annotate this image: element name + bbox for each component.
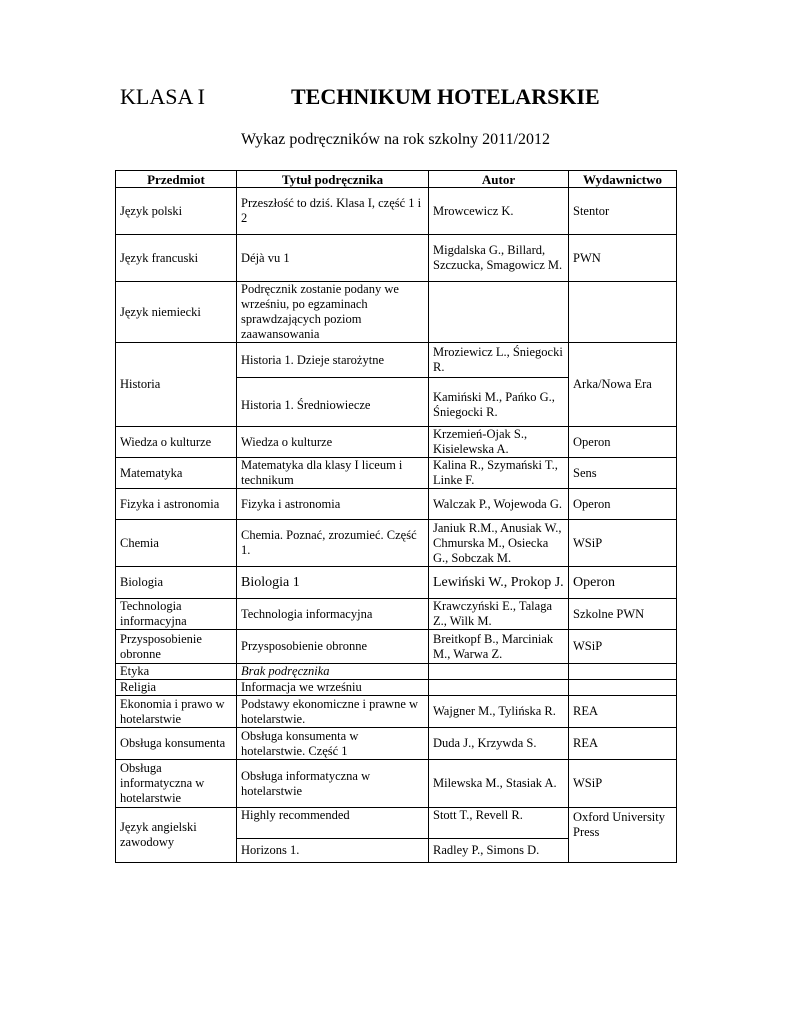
author-cell: Walczak P., Wojewoda G. (429, 489, 569, 520)
title-cell: Podstawy ekonomiczne i prawne w hotelarstwie. (237, 696, 429, 728)
table-row (116, 343, 677, 378)
author-cell (429, 282, 569, 343)
subject-cell: Obsługa konsumenta (116, 728, 237, 760)
title-cell: Podręcznik zostanie podany we wrześniu, po egzaminach sprawdzających poziom zaawansowania (237, 282, 429, 343)
class-label: KLASA I (120, 84, 205, 109)
author-cell: Lewiński W., Prokop J. (429, 567, 569, 599)
publisher-cell (569, 282, 677, 343)
publisher-cell: Szkolne PWN (569, 599, 677, 630)
author-cell: Mrowcewicz K. (429, 188, 569, 235)
table-header-row (116, 171, 677, 188)
title-cell: Déjà vu 1 (237, 235, 429, 282)
title-cell: Przysposobienie obronne (237, 630, 429, 664)
title-cell: Chemia. Poznać, zrozumieć. Część 1. (237, 520, 429, 567)
author-cell: Stott T., Revell R. (429, 808, 569, 839)
subject-cell: Historia (116, 343, 237, 427)
subject-cell: Fizyka i astronomia (116, 489, 237, 520)
textbook-table (115, 170, 677, 863)
subject-cell: Matematyka (116, 458, 237, 489)
title-cell: Technologia informacyjna (237, 599, 429, 630)
title-cell: Obsługa konsumenta w hotelarstwie. Część 1 (237, 728, 429, 760)
author-cell: Kamiński M., Pańko G., Śniegocki R. (429, 378, 569, 427)
subject-cell: Język niemiecki (116, 282, 237, 343)
publisher-cell: REA (569, 696, 677, 728)
publisher-cell: PWN (569, 235, 677, 282)
publisher-cell (569, 664, 677, 680)
title-cell: Historia 1. Średniowiecze (237, 378, 429, 427)
publisher-cell: Stentor (569, 188, 677, 235)
subject-cell: Język angielski zawodowy (116, 808, 237, 863)
publisher-cell: Oxford University Press (569, 808, 677, 863)
title-cell: Fizyka i astronomia (237, 489, 429, 520)
table-row (116, 188, 677, 235)
author-cell: Krzemień-Ojak S., Kisielewska A. (429, 427, 569, 458)
subject-cell: Język polski (116, 188, 237, 235)
column-header-title: Tytuł podręcznika (237, 171, 429, 188)
table-row (116, 808, 677, 839)
subject-cell: Język francuski (116, 235, 237, 282)
publisher-cell: Sens (569, 458, 677, 489)
table-row (116, 520, 677, 567)
title-cell: Przeszłość to dziś. Klasa I, część 1 i 2 (237, 188, 429, 235)
publisher-cell: WSiP (569, 630, 677, 664)
title-cell: Historia 1. Dzieje starożytne (237, 343, 429, 378)
table-row (116, 760, 677, 808)
title-cell: Brak podręcznika (237, 664, 429, 680)
subject-cell: Religia (116, 680, 237, 696)
document-subtitle: Wykaz podręczników na rok szkolny 2011/2012 (240, 131, 551, 148)
author-cell (429, 680, 569, 696)
table-row (116, 489, 677, 520)
author-cell: Radley P., Simons D. (429, 839, 569, 863)
author-cell: Krawczyński E., Talaga Z., Wilk M. (429, 599, 569, 630)
table-row (116, 696, 677, 728)
subject-cell: Biologia (116, 567, 237, 599)
table-row (116, 458, 677, 489)
author-cell: Duda J., Krzywda S. (429, 728, 569, 760)
subject-cell: Wiedza o kulturze (116, 427, 237, 458)
table-row (116, 728, 677, 760)
title-cell: Wiedza o kulturze (237, 427, 429, 458)
subject-cell: Obsługa informatyczna w hotelarstwie (116, 760, 237, 808)
publisher-cell: REA (569, 728, 677, 760)
table-row (116, 567, 677, 599)
author-cell (429, 664, 569, 680)
title-cell: Highly recommended (237, 808, 429, 839)
author-cell: Mroziewicz L., Śniegocki R. (429, 343, 569, 378)
publisher-cell: Operon (569, 489, 677, 520)
author-cell: Kalina R., Szymański T., Linke F. (429, 458, 569, 489)
column-header-subject: Przedmiot (116, 171, 237, 188)
table-row (116, 630, 677, 664)
publisher-cell: WSiP (569, 520, 677, 567)
table-row (116, 427, 677, 458)
title-cell: Horizons 1. (237, 839, 429, 863)
column-header-publisher: Wydawnictwo (569, 171, 677, 188)
publisher-cell (569, 680, 677, 696)
table-row (116, 235, 677, 282)
author-cell: Milewska M., Stasiak A. (429, 760, 569, 808)
school-title: TECHNIKUM HOTELARSKIE (291, 84, 600, 109)
subject-cell: Chemia (116, 520, 237, 567)
author-cell: Breitkopf B., Marciniak M., Warwa Z. (429, 630, 569, 664)
title-cell: Informacja we wrześniu (237, 680, 429, 696)
author-cell: Wajgner M., Tylińska R. (429, 696, 569, 728)
publisher-cell: Arka/Nowa Era (569, 343, 677, 427)
column-header-author: Autor (429, 171, 569, 188)
author-cell: Migdalska G., Billard, Szczucka, Smagowicz M. (429, 235, 569, 282)
subject-cell: Etyka (116, 664, 237, 680)
table-row (116, 282, 677, 343)
table-row (116, 680, 677, 696)
subject-cell: Przysposobienie obronne (116, 630, 237, 664)
publisher-cell: WSiP (569, 760, 677, 808)
title-cell: Obsługa informatyczna w hotelarstwie (237, 760, 429, 808)
subject-cell: Technologia informacyjna (116, 599, 237, 630)
publisher-cell: Operon (569, 567, 677, 599)
subject-cell: Ekonomia i prawo w hotelarstwie (116, 696, 237, 728)
table-row (116, 664, 677, 680)
author-cell: Janiuk R.M., Anusiak W., Chmurska M., Osiecka G., Sobczak M. (429, 520, 569, 567)
title-cell: Matematyka dla klasy I liceum i technikum (237, 458, 429, 489)
publisher-cell: Operon (569, 427, 677, 458)
title-cell: Biologia 1 (237, 567, 429, 599)
table-row (116, 599, 677, 630)
